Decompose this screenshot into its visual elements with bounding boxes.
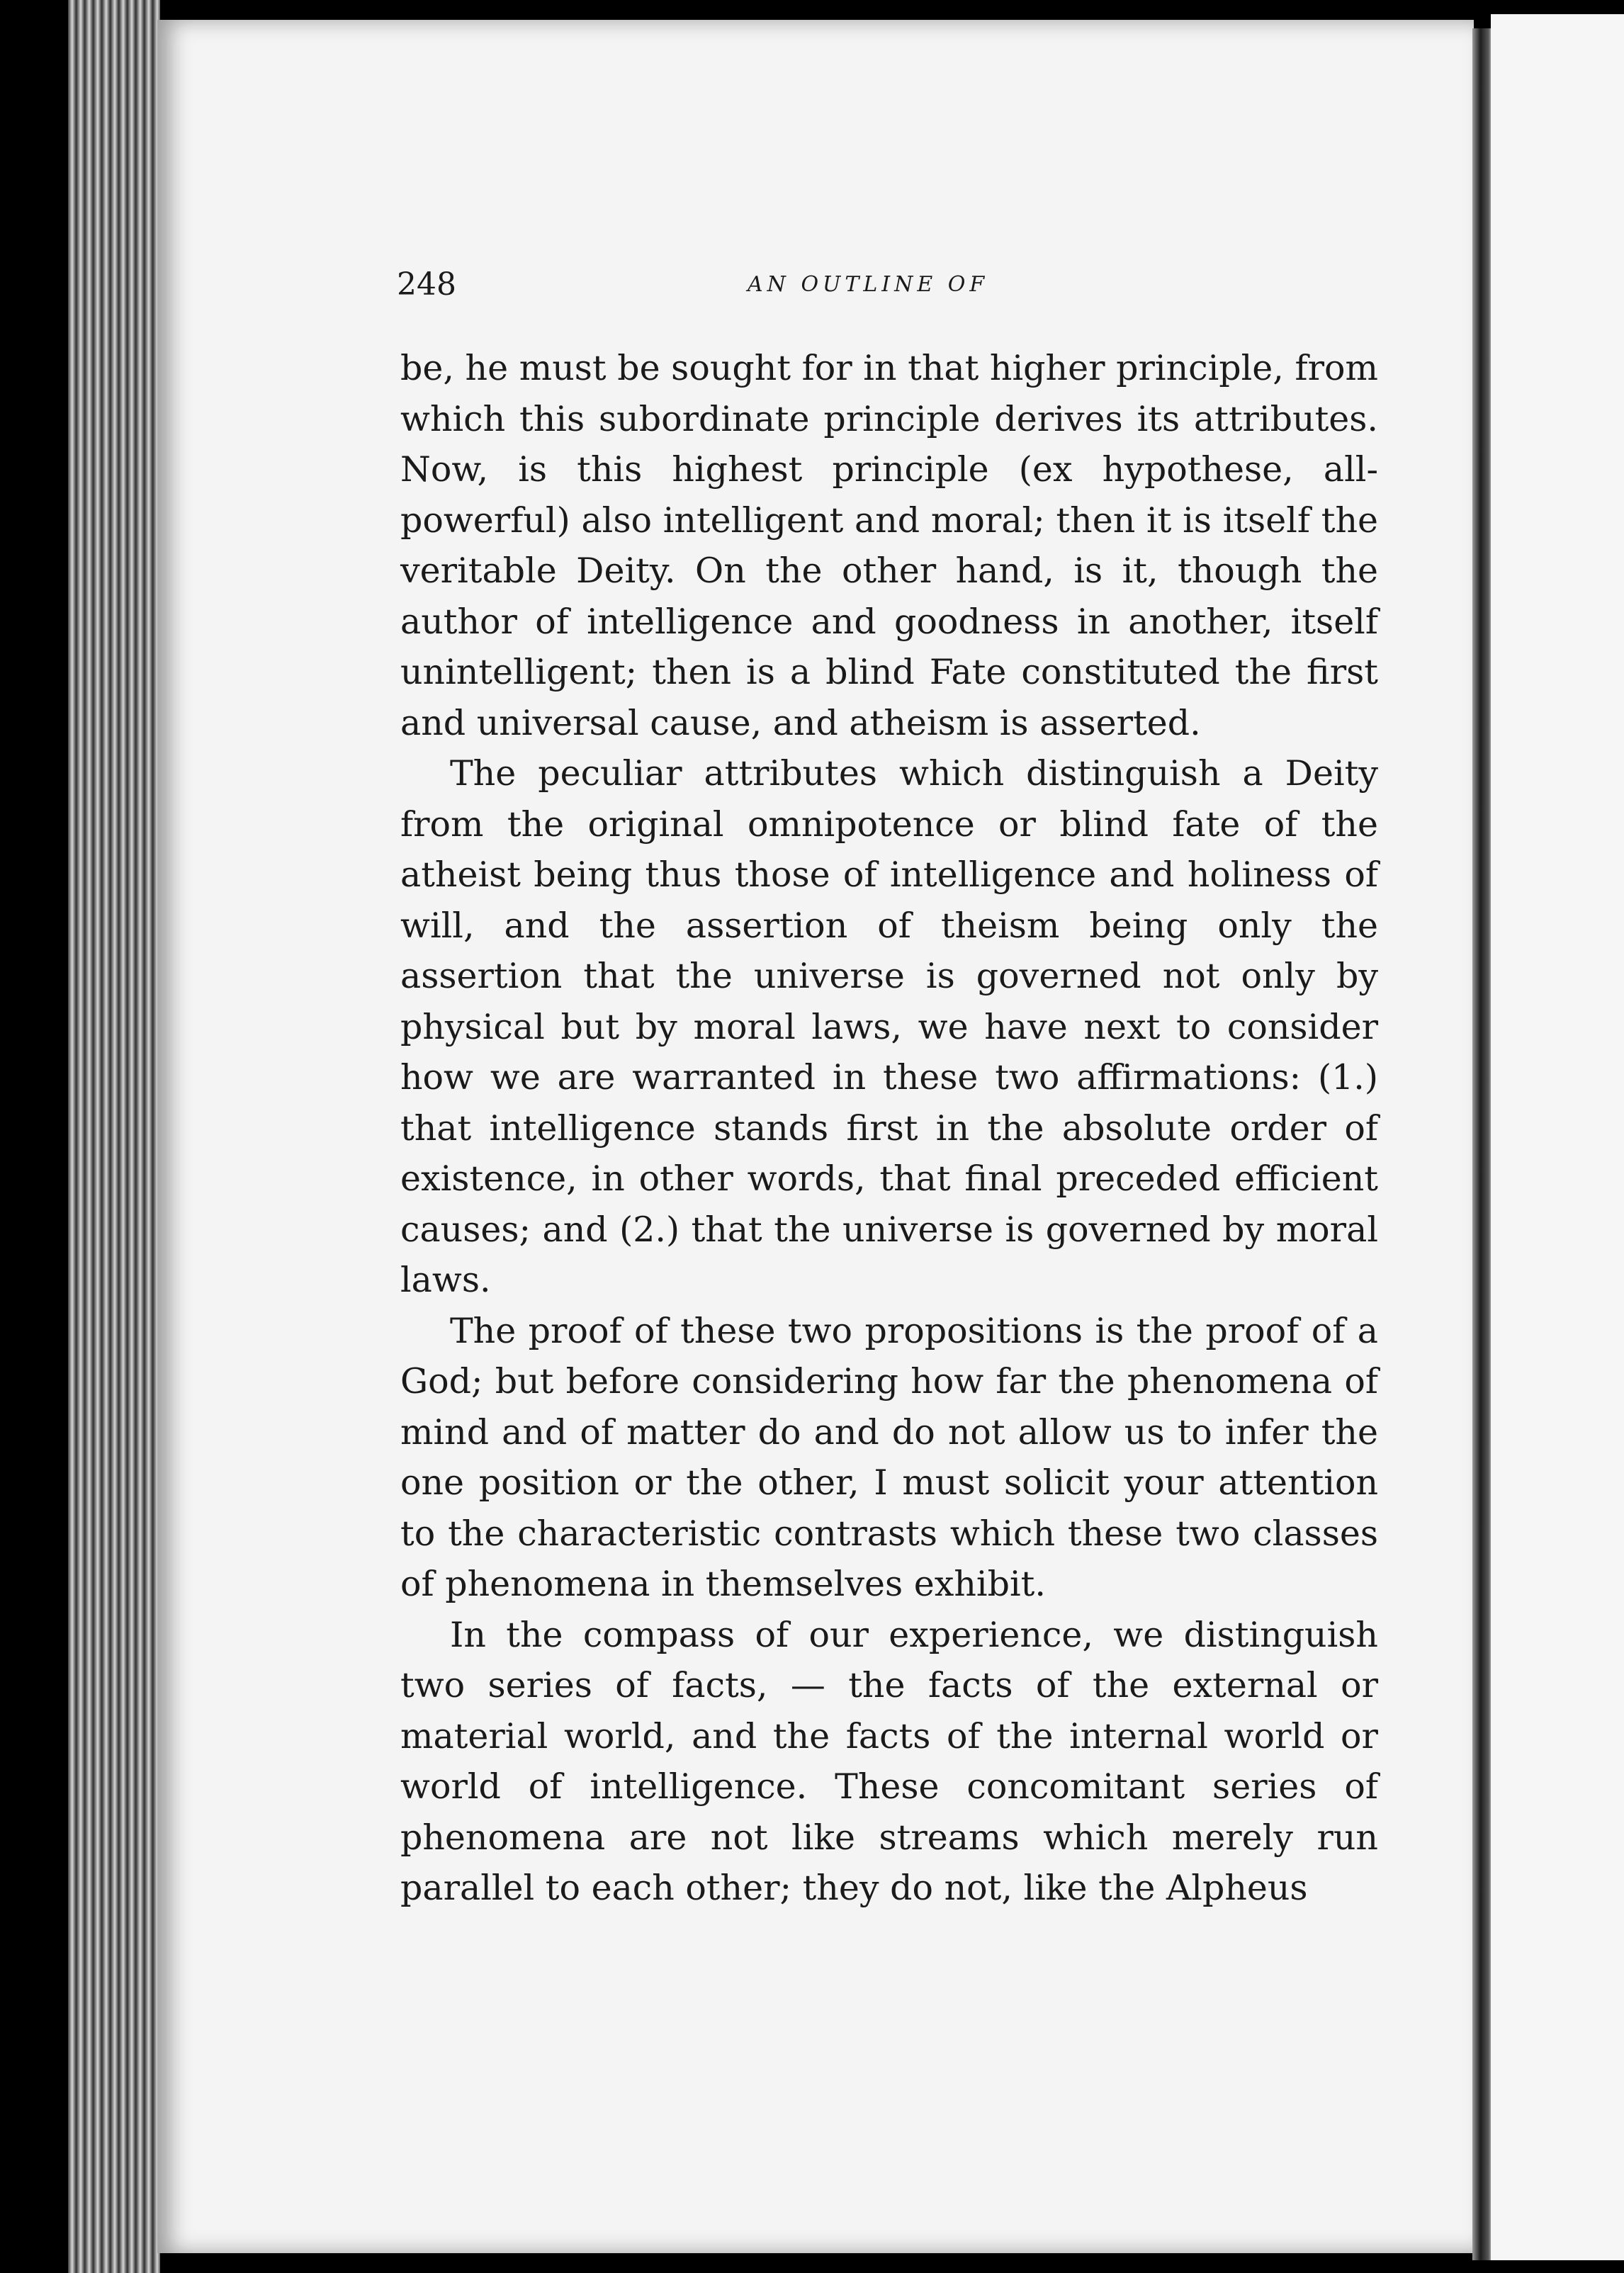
paragraph-1: be, he must be sought for in that higher principle, from which this subordinate principle derives its attributes. Now, is this highest principle (ex hypothese, all-powerful) also intelligent and moral; then it is itself the veritable Deity. On the other hand, is it, though the author of intelligence and goodness in another, itself unintelligent; then is a blind Fate constituted the first and universal cause, and atheism is asserted. xyxy=(400,348,1378,743)
paragraph-3: The proof of these two propositions is the proof of a God; but before considering how far the phenomena of mind and of matter do and do not allow us to infer the one position or the other, I must solicit your attention to the characteristic contrasts which these two classes of phenomena in themselves exhibit. xyxy=(400,1310,1378,1604)
paragraph-4: In the compass of our experience, we distinguish two series of facts, — the facts of the external or material world, and the facts of the internal world or world of intelligence. These concomitant series of phenomena are not like streams which merely run parallel to each other; they do not, like the Alpheus xyxy=(400,1614,1378,1908)
page-edges xyxy=(68,0,160,2273)
book-gutter xyxy=(1472,28,1492,2260)
running-head: AN OUTLINE OF xyxy=(748,272,989,297)
paragraph-2: The peculiar attributes which distinguish a Deity from the original omnipotence or blind fate of the atheist being thus those of intelligence and holiness of will, and the assertion of theism being only the assertion that the universe is governed not only by physical but by moral laws, we have next to consider how we are warranted in these two affirmations: (1.) that intelligence stands first in the absolute order of existence, in other words, that final preceded efficient causes; and (2.) that the universe is governed by moral laws. xyxy=(400,753,1378,1300)
page-header xyxy=(397,266,1375,309)
facing-page-edge xyxy=(1491,14,1624,2260)
body-text xyxy=(400,343,1378,1914)
page-number: 248 xyxy=(397,266,456,303)
